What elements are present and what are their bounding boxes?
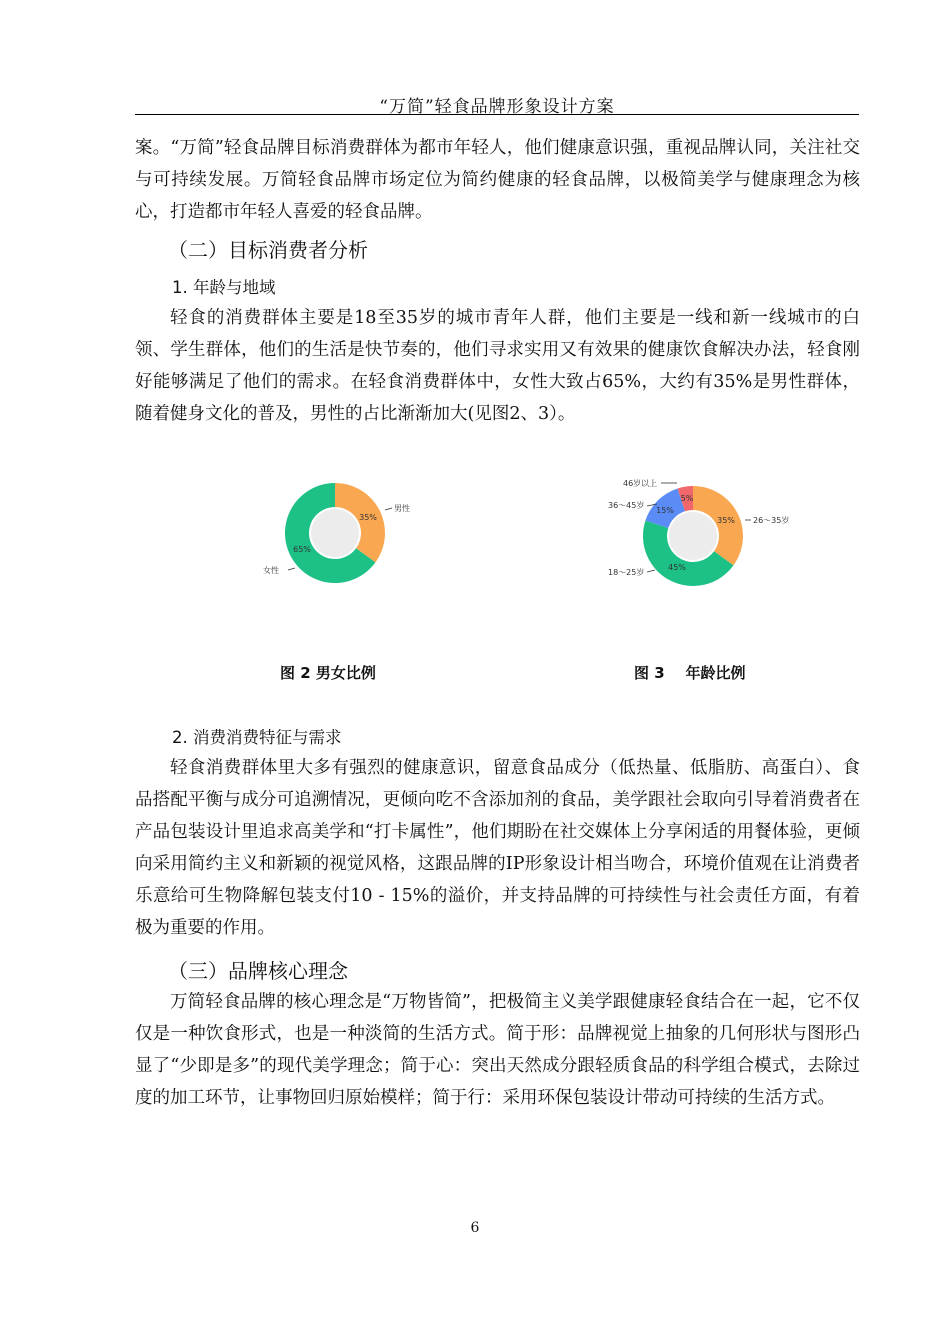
slice-label-male: 35% [359, 513, 377, 522]
legend-label-36-45: 36～45岁 [608, 501, 645, 510]
slice-label-female: 65% [293, 545, 311, 554]
page-header-title: “万简”轻食品牌形象设计方案 [379, 97, 615, 117]
donut-center [669, 512, 717, 560]
page-number: 6 [470, 1220, 480, 1236]
donut-center [311, 509, 359, 557]
subheading-age-region: 1. 年龄与地域 [172, 278, 276, 297]
slice-label-18-25: 45% [668, 563, 686, 572]
figure-3-caption: 图 3 年龄比例 [634, 664, 746, 682]
core-concept-paragraph: 万简轻食品牌的核心理念是“万物皆简”，把极简主义美学跟健康轻食结合在一起，它不仅仅是一种饮食形式，也是一种淡简的生活方式。简于形：品牌视觉上抽象的几何形状与图形凸显了“少即是多”的现代美学理念；简于心：突出天然成分跟轻质食品的科学组合模式，去除过度的加工环节，让事物回归原始模样；简于行：采用环保包装设计带动可持续的生活方式。 [135, 992, 860, 1108]
leader-line-male [385, 508, 392, 510]
subheading-consumer-features: 2. 消费消费特征与需求 [172, 728, 342, 747]
header-rule [135, 114, 859, 115]
slice-label-26-35: 35% [717, 516, 735, 525]
figure-2-caption: 图 2 男女比例 [280, 664, 376, 682]
slice-label-36-45: 15% [656, 506, 674, 515]
age-donut-chart [595, 470, 805, 595]
legend-label-46-plus: 46岁以上 [623, 479, 658, 488]
section-heading-target-consumers: （二）目标消费者分析 [168, 238, 368, 262]
section-heading-core-concept: （三）品牌核心理念 [168, 959, 348, 983]
legend-label-18-25: 18～25岁 [608, 568, 645, 577]
intro-paragraph: 案。“万简”轻食品牌目标消费群体为都市年轻人，他们健康意识强，重视品牌认同，关注社交与可持续发展。万简轻食品牌市场定位为简约健康的轻食品牌，以极简美学与健康理念为核心，打造都市年轻人喜爱的轻食品牌。 [135, 138, 860, 222]
leader-line-female [288, 568, 295, 570]
legend-label-female: 女性 [263, 566, 279, 575]
leader-line-18-25 [647, 570, 655, 572]
legend-label-26-35: 26～35岁 [753, 516, 790, 525]
age-region-paragraph: 轻食的消费群体主要是18至35岁的城市青年人群，他们主要是一线和新一线城市的白领、学生群体，他们的生活是快节奏的，他们寻求实用又有效果的健康饮食解决办法，轻食刚好能够满足了他们的需求。在轻食消费群体中，女性大致占65%，大约有35%是男性群体，随着健身文化的普及，男性的占比渐渐加大(见图2、3）。 [135, 308, 860, 424]
legend-label-male: 男性 [394, 504, 410, 513]
gender-donut-slices [285, 483, 385, 583]
gender-donut-chart [240, 470, 450, 595]
features-paragraph: 轻食消费群体里大多有强烈的健康意识，留意食品成分（低热量、低脂肪、高蛋白）、食品搭配平衡与成分可追溯情况，更倾向吃不含添加剂的食品，美学跟社会取向引导着消费者在产品包装设计里追求高美学和“打卡属性”，他们期盼在社交媒体上分享闲适的用餐体验，更倾向采用简约主义和新颖的视觉风格，这跟品牌的IP形象设计相当吻合，环境价值观在让消费者乐意给可生物降解包装支付10 - 15%的溢价，并支持品牌的可持续性与社会责任方面，有着极为重要的作用。 [135, 758, 860, 938]
slice-label-46-plus: 5% [680, 494, 694, 503]
